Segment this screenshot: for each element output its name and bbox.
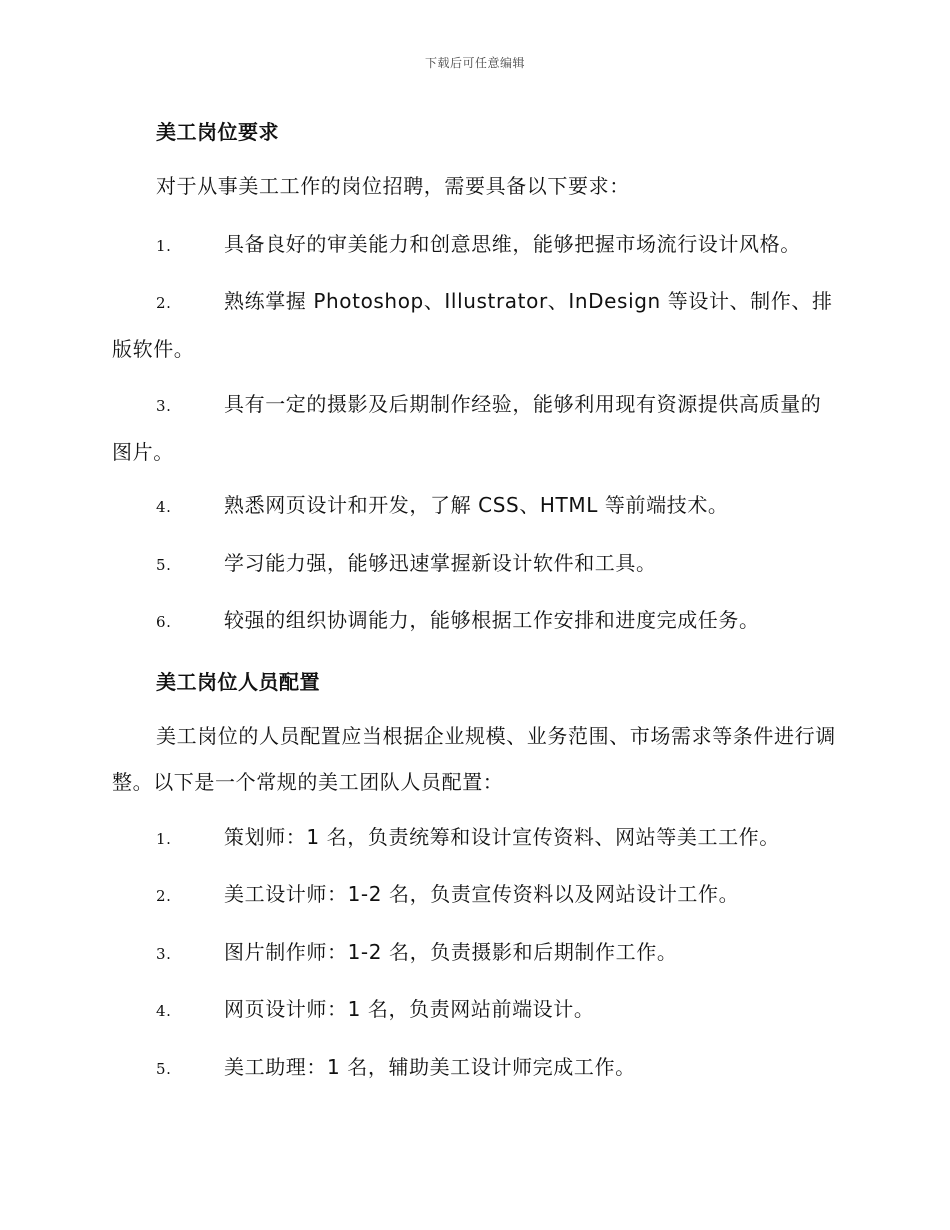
list-number: 4. bbox=[156, 498, 172, 516]
staffing-item-3 bbox=[112, 929, 836, 977]
list-item-text: 网页设计师：1 名，负责网站前端设计。 bbox=[224, 997, 595, 1021]
list-number: 2. bbox=[156, 294, 172, 312]
list-number: 5. bbox=[156, 556, 172, 574]
list-number: 5. bbox=[156, 1060, 172, 1078]
list-item-text: 具备良好的审美能力和创意思维，能够把握市场流行设计风格。 bbox=[224, 232, 801, 256]
requirements-item-3 bbox=[112, 381, 836, 475]
staffing-heading: 美工岗位人员配置 bbox=[156, 670, 320, 694]
list-number: 2. bbox=[156, 887, 172, 905]
staffing-item-5 bbox=[112, 1044, 836, 1092]
requirements-item-1 bbox=[112, 221, 836, 269]
list-item-text: 策划师：1 名，负责统筹和设计宣传资料、网站等美工工作。 bbox=[224, 825, 780, 849]
list-item-text: 熟悉网页设计和开发，了解 CSS、HTML 等前端技术。 bbox=[224, 493, 729, 517]
staffing-intro: 美工岗位的人员配置应当根据企业规模、业务范围、市场需求等条件进行调整。以下是一个常规的美工团队人员配置： bbox=[112, 724, 836, 794]
list-number: 1. bbox=[156, 830, 172, 848]
list-item-text: 美工设计师：1-2 名，负责宣传资料以及网站设计工作。 bbox=[224, 882, 740, 906]
requirements-item-4 bbox=[112, 482, 836, 530]
staffing-item-1 bbox=[112, 814, 836, 862]
list-item-text: 较强的组织协调能力，能够根据工作安排和进度完成任务。 bbox=[224, 608, 760, 632]
page-header-note: 下载后可任意编辑 bbox=[424, 56, 525, 70]
staffing-item-4 bbox=[112, 986, 836, 1034]
list-number: 4. bbox=[156, 1002, 172, 1020]
list-item-text: 学习能力强，能够迅速掌握新设计软件和工具。 bbox=[224, 551, 657, 575]
requirements-item-6 bbox=[112, 597, 836, 645]
list-item-text: 美工助理：1 名，辅助美工设计师完成工作。 bbox=[224, 1055, 636, 1079]
requirements-heading: 美工岗位要求 bbox=[156, 120, 279, 144]
list-number: 6. bbox=[156, 613, 172, 631]
requirements-intro: 对于从事美工工作的岗位招聘，需要具备以下要求： bbox=[156, 174, 630, 198]
requirements-item-2 bbox=[112, 278, 836, 372]
list-number: 1. bbox=[156, 237, 172, 255]
list-number: 3. bbox=[156, 397, 172, 415]
list-number: 3. bbox=[156, 945, 172, 963]
staffing-item-2 bbox=[112, 871, 836, 919]
list-item-text: 具有一定的摄影及后期制作经验，能够利用现有资源提供高质量的图片。 bbox=[112, 392, 822, 464]
list-item-text: 熟练掌握 Photoshop、Illustrator、InDesign 等设计、制作、排版软件。 bbox=[112, 289, 833, 361]
requirements-item-5 bbox=[112, 540, 836, 588]
list-item-text: 图片制作师：1-2 名，负责摄影和后期制作工作。 bbox=[224, 940, 678, 964]
